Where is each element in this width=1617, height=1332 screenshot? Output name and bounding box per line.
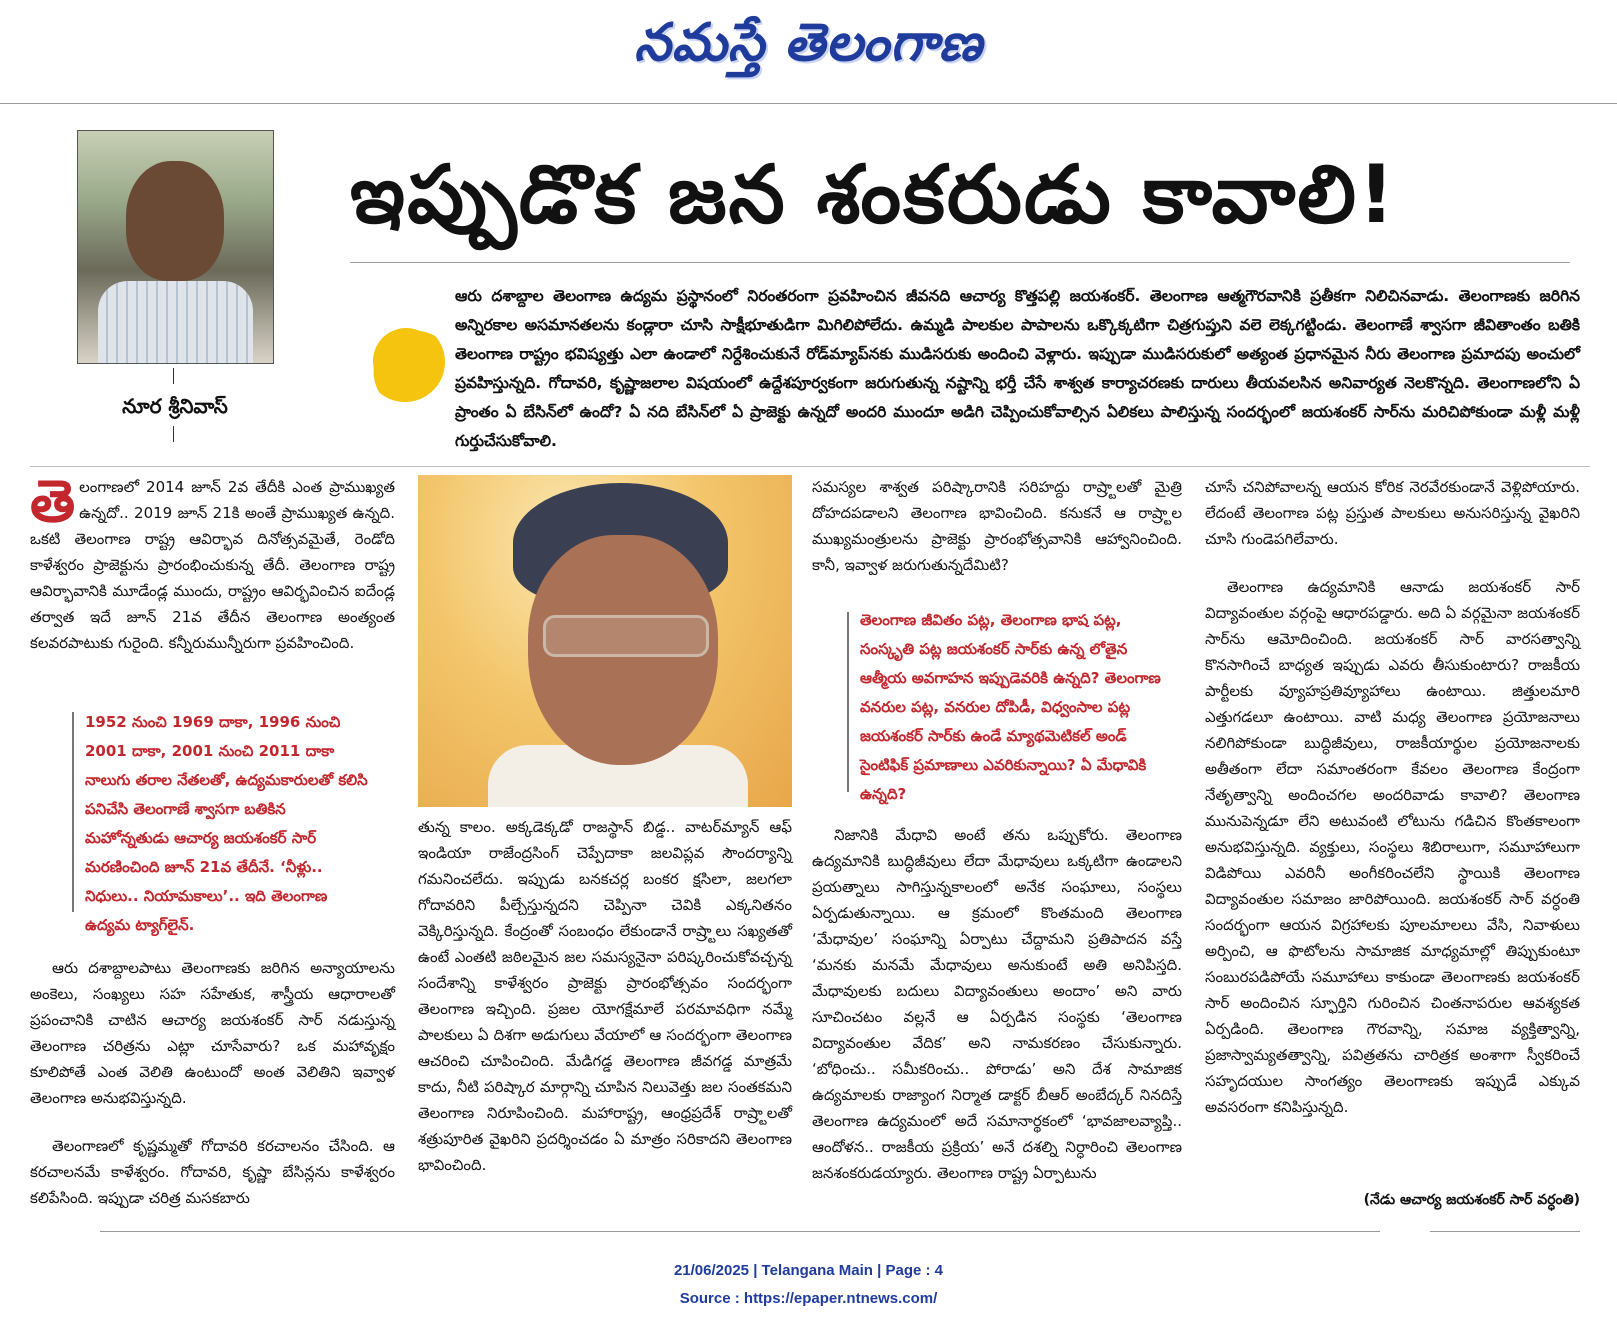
col4-paragraph-2: తెలంగాణ ఉద్యమానికి ఆనాడు జయశంకర్ సార్ విద్యావంతుల వర్గంపై ఆధారపడ్డారు. అది ఏ వర్గమైనా జయశంకర్ సార్‌ను ఆమోదించింది. జయశంకర్ సార్ వారసత్వాన్ని కొనసాగించే బాధ్యత ఇప్పుడు ఎవరు తీసుకుంటారు? రాజకీయ పార్టీలకు వ్యూహప్రతివ్యూహాలు ఉంటాయి. జిత్తులమారి ఎత్తుగడలూ ఉంటాయి. వాటి మధ్య తెలంగాణ ప్రయోజనాలు నలిగిపోకుండా బుద్ధిజీవులు, రాజకీయార్థుల ప్రయోజనాలకు అతీతంగా లేదా సమాంతరంగా కేవలం తెలంగాణ కేంద్రంగా నేతృత్వాన్ని అందించగల అందరివాడు కావాలి? తెలంగాణ మునుపెన్నడూ లేని అటువంటి లోటును గడిచిన కొంతకాలంగా అనుభవిస్తున్నది. వ్యక్తులు, సంస్థలు శిబిరాలుగా, సమూహాలుగా విడిపోయి ఎవరినీ అంగీకరించలేని స్థాయికి తెలంగాణ విద్యావంతుల సమాజం జారిపోయింది. జయశంకర్ సార్ వర్ధంతి సందర్భంగా ఆయన విగ్రహాలకు పూలమాలలు వేసి, నివాళులు అర్పించి, ఆ ఫొటోలను సామాజిక మాధ్యమాల్లో తిప్పుకుంటూ సంబురపడిపోయే సమూహాలు కాకుండా తెలంగాణకు జయశంకర్ సార్ అందించిన స్ఫూర్తిని గురించిన చింతనాపరుల ఆవశ్యకత ఏర్పడింది. తెలంగాణ గౌరవాన్ని, సమాజ వ్యక్తిత్వాన్ని, ప్రజాస్వామ్యతత్వాన్ని, పవిత్రతను చారిత్రక అంశాగా స్వీకరించే సహృదయుల సాంగత్యం తెలంగాణకు ఇప్పుడే ఎక్కువ అవసరంగా కనిపిస్తున్నది.	[1205, 578, 1580, 1116]
bottom-divider	[100, 1231, 1380, 1232]
column-3	[812, 474, 1182, 600]
crescent-ornament-icon	[365, 322, 445, 402]
bottom-divider-right	[1430, 1231, 1580, 1232]
pull-quote-2: తెలంగాణ జీవితం పట్ల, తెలంగాణ భాష పట్ల, సంస్కృతి పట్ల జయశంకర్ సార్‌కు ఉన్న లోతైన ఆత్మీయ అవగాహన ఇప్పుడెవరికి ఉన్నది? తెలంగాణ వనరుల పట్ల, వనరుల దోపిడీ, విధ్వంసాల పట్ల జయశంకర్ సార్‌కు ఉండే మ్యాథమెటికల్ అండ్ సైంటిఫిక్ ప్రమాణాలు ఎవరికున్నాయి? ఏ మేధావికి ఉన్నది?	[860, 611, 1161, 803]
article-intro: ఆరు దశాబ్దాల తెలంగాణ ఉద్యమ ప్రస్థానంలో నిరంతరంగా ప్రవహించిన జీవనది ఆచార్య కొత్తపల్లి జయశంకర్. తెలంగాణ ఆత్మగౌరవానికి ప్రతీకగా నిలిచినవాడు. తెలంగాణకు జరిగిన అన్నిరకాల అసమానతలను కండ్లారా చూసి సాక్షీభూతుడిగా మిగిలిపోలేదు. ఉమ్మడి పాలకుల పాపాలను ఒక్కొక్కటిగా చిత్రగుప్తుని వలె లెక్కగట్టిండు. తెలంగాణే శ్వాసగా జీవితాంతం బతికి తెలంగాణ రాష్ట్రం భవిష్యత్తు ఎలా ఉండాలో నిర్దేశించుకునే రోడ్‌మ్యాప్‌నకు ముడిసరుకు అందించి వెళ్లారు. ఇప్పుడా ముడిసరుకులో అత్యంత ప్రధానమైన నీరు తెలంగాణ ప్రమాదపు అంచులో ప్రవహిస్తున్నది. గోదావరి, కృష్ణాజలాల విషయంలో ఉద్దేశపూర్వకంగా జరుగుతున్న నష్టాన్ని భర్తీ చేసే శాశ్వత కార్యాచరణకు దారులు తీయవలసిన అనివార్యత నెలకొన్నది. తెలంగాణలోని ఏ ప్రాంతం ఏ బేసిన్‌లో ఉందో? ఏ నది బేసిన్‌లో ఏ ప్రాజెక్టు ఉన్నదో అందరి ముందూ అడిగి చెప్పించుకోవాల్సిన ఏలికలు పాలిస్తున్న సందర్భంలో జయశంకర్ సార్‌ను మరిచిపోకుండా మళ్లీ మళ్లీ గుర్తుచేసుకోవాలి.	[455, 287, 1580, 450]
headline: ఇప్పుడొక జన శంకరుడు కావాలి!	[350, 148, 1397, 241]
col3-paragraph-1: సమస్యల శాశ్వత పరిష్కారానికి సరిహద్దు రాష్ర్టాలతో మైత్రి దోహదపడాలని తెలంగాణ భావించింది. కనుకనే ఆ రాష్ర్టాల ముఖ్యమంత్రులను ప్రాజెక్టు ప్రారంభోత్సవానికి ఆహ్వానించింది. కానీ, ఇవ్వాళ జరుగుతున్నదేమిటి?	[812, 478, 1182, 574]
col2-paragraph-1: తున్న కాలం. అక్కడెక్కడో రాజస్థాన్ బిడ్డ.. వాటర్‌మ్యాన్ ఆఫ్ ఇండియా రాజేంద్రసింగ్ చెప్పేదాకా జలవిప్లవ సౌందర్యాన్ని గమనించలేదు. ఇప్పుడు బనకచర్ల బంకర క్షసిలా, జలగలా గోదావరిని పీల్చేస్తున్నదని చెప్పినా చెవికి ఎక్కనితనం వెక్కిరిస్తున్నది. కేంద్రంతో సంబంధం లేకుండానే రాష్ర్టాలు సఖ్యతతో ఉంటే ఎంతటి జఠిలమైన జల సమస్యనైనా పరిష్కరించుకోవచ్చన్న సందేశాన్ని కాళేశ్వరం ప్రాజెక్టు ప్రారంభోత్సవం సందర్భంగా తెలంగాణ ఇచ్చింది. ప్రజల యోగక్షేమాలే పరమావధిగా నమ్మే పాలకులు ఏ దిశగా అడుగులు వేయాలో ఆ సందర్భంగా తెలంగాణ ఆచరించి చూపించింది. మేడిగడ్డ తెలంగాణ జీవగడ్డ మాత్రమే కాదు, నీటి పరిష్కార మార్గాన్ని చూపిన నిలువెత్తు జల సంతకమని తెలంగాణ నిరూపించింది. మహారాష్ట్ర, ఆంధ్రప్రదేశ్ రాష్ర్టాలతో శత్రుపూరిత వైఖరిని ప్రదర్శించడం ఏ మాత్రం సరికాదని తెలంగాణ భావించింది.	[418, 818, 792, 1174]
masthead-divider	[0, 103, 1617, 104]
col1-paragraph-1-text: లంగాణలో 2014 జూన్ 2వ తేదీకి ఎంత ప్రాముఖ్యత ఉన్నదో.. 2019 జూన్ 21కి అంతే ప్రాముఖ్యత ఉన్నది. ఒకటి తెలంగాణ రాష్ట్ర ఆవిర్భావ దినోత్సవమైతే, రెండోది కాళేశ్వరం ప్రాజెక్టును ప్రారంభించుకున్న తేదీ. తెలంగాణ రాష్ట్ర ఆవిర్భావానికి మూడేండ్ల ముందు, రాష్ట్రం ఆవిర్భవించిన ఐదేండ్ల తర్వాత ఇదే జూన్ 21వ తేదీన తెలంగాణ అంత్యంత కలవరపాటుకు గురైంది. కన్నీరుమున్నీరుగా ప్రవహించింది.	[30, 478, 395, 652]
pull-quote-bar-1	[72, 712, 74, 912]
column-1-continued	[30, 955, 395, 1233]
author-name: నూర శ్రీనివాస్	[122, 394, 228, 418]
pull-quote-1: 1952 నుంచి 1969 దాకా, 1996 నుంచి 2001 దాకా, 2001 నుంచి 2011 దాకా నాలుగు తరాల నేతలతో, ఉద్యమకారులతో కలిసి పనిచేసి తెలంగాణే శ్వాసగా బతికిన మహోన్నతుడు ఆచార్య జయశంకర్ సార్ మరణించింది జూన్ 21వ తేదీనే. ‘నీళ్లు.. నిధులు.. నియామకాలు’.. ఇది తెలంగాణ ఉద్యమ ట్యాగ్‌లైన్.	[85, 713, 368, 934]
column-1	[30, 467, 395, 678]
footer-source-link[interactable]: Source : https://epaper.ntnews.com/	[679, 1290, 938, 1307]
column-2	[418, 814, 792, 1200]
col3-paragraph-2: నిజానికి మేధావి అంటే తను ఒప్పుకోరు. తెలంగాణ ఉద్యమానికి బుద్ధిజీవులు లేదా మేధావులు ఒక్కటిగా ఉండాలని ప్రయత్నాలు సాగిస్తున్నకాలంలో అనేక సంఘాలు, సంస్థలు ఏర్పడుతున్నాయి. ఆ క్రమంలో కొంతమంది తెలంగాణ ‘మేధావుల’ సంఘాన్ని ఏర్పాటు చేద్దామని ప్రతిపాదన వస్తే ‘మనకు మనమే మేధావులు అనుకుంటే అతి అనిపిస్తది. మేధావులకు బదులు విద్యావంతులు అందాం’ అని వారు సూచించటం వల్లనే ఆ ఏర్పడిన సంస్థకు ‘తెలంగాణ విద్యావంతుల వేదిక’ అని నామకరణం చేసుకున్నారు. ‘బోధించు.. సమీకరించు.. పోరాడు’ అని దేశ సామాజిక ఉద్యమాలకు రాజ్యాంగ నిర్మాత డాక్టర్ బీఆర్ అంబేద్కర్ నినదిస్తే తెలంగాణ ఉద్యమంలో అదే సమానార్థకంలో ‘భావజాలవ్యాప్తి.. ఆందోళన.. రాజకీయ ప్రక్రియ’ అనే దశల్ని నిర్ధారించి తెలంగాణ జనశంకరుడయ్యారు. తెలంగాణ రాష్ట్ర ఏర్పాటును	[812, 826, 1182, 1182]
col1-paragraph-3: తెలంగాణలో కృష్ణమ్మతో గోదావరి కరచాలనం చేసింది. ఆ కరచాలనమే కాళేశ్వరం. గోదావరి, కృష్ణా బేసిన్లను కాళేశ్వరం కలిపేసింది. ఇప్పుడా చరిత్ర మసకబారు	[30, 1137, 395, 1207]
col4-paragraph-1: చూసే చనిపోవాలన్న ఆయన కోరిక నెరవేరకుండానే వెళ్లిపోయారు. లేదంటే తెలంగాణ పట్ల ప్రస్తుత పాలకులు అనుసరిస్తున్న వైఖరిని చూసి గుండెపగిలేవారు.	[1205, 478, 1580, 548]
headline-divider	[350, 262, 1570, 263]
newspaper-logo: నమస్తే తెలంగాణ	[634, 12, 983, 73]
drop-cap: తె	[30, 467, 76, 535]
masthead	[0, 0, 1617, 100]
footer-page-info: 21/06/2025 | Telangana Main | Page : 4	[673, 1262, 944, 1279]
author-divider-bottom	[173, 426, 174, 442]
intro-divider	[30, 466, 1590, 467]
jayashankar-photo	[418, 475, 792, 807]
column-4	[1205, 474, 1580, 1142]
col1-paragraph-1	[30, 467, 395, 656]
column-3-continued	[812, 822, 1182, 1208]
article-signoff: (నేడు ఆచార్య జయశంకర్ సార్ వర్ధంతి)	[1363, 1192, 1580, 1208]
pull-quote-bar-2	[847, 612, 849, 792]
author-divider-top	[173, 368, 174, 384]
author-photo	[77, 130, 274, 364]
col1-paragraph-2: ఆరు దశాబ్దాలపాటు తెలంగాణకు జరిగిన అన్యాయాలను అంకెలు, సంఖ్యలు సహ సహేతుక, శాస్త్రీయ ఆధారాలతో ప్రపంచానికి చాటిన ఆచార్య జయశంకర్ సార్ నడుస్తున్న తెలంగాణ చరిత్రను ఎట్లా చూసేవారు? ఒక మహావృక్షం కూలిపోతే ఎంత వెలితి ఉంటుందో అంత వెలితిని ఇవ్వాళ తెలంగాణ అనుభవిస్తున్నది.	[30, 959, 395, 1107]
